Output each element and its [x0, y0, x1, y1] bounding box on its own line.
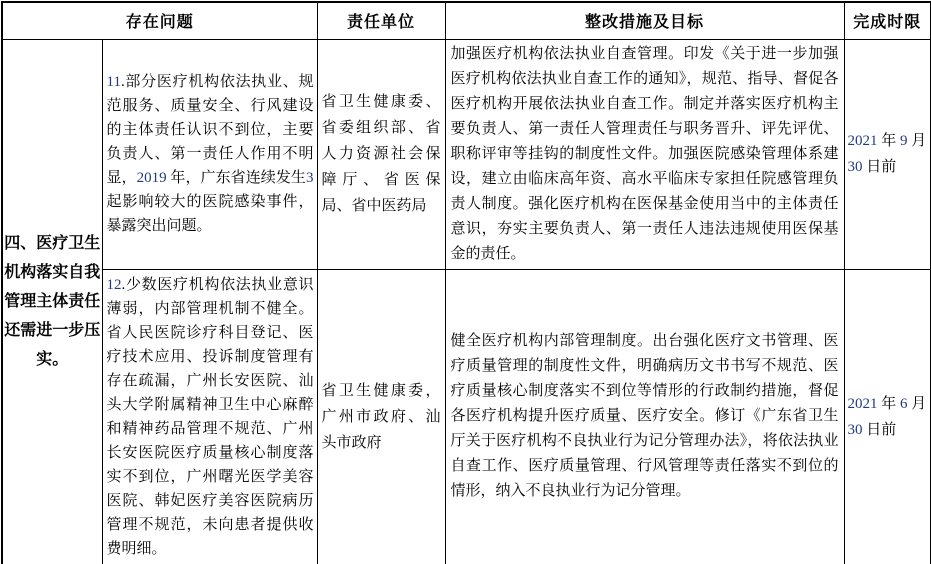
- unit-cell-row1: 省卫生健康委、省委组织部、省人力资源社会保障厅、省医保局、省中医药局: [317, 39, 445, 269]
- col-header-deadline: 完成时限: [844, 2, 931, 39]
- unit-cell-row2: 省卫生健康委，广州市政府、汕头市政府: [317, 269, 445, 564]
- col-header-unit: 责任单位: [317, 2, 445, 39]
- deadline-cell-row2: 2021 年 6 月 30 日前: [844, 269, 931, 564]
- col-header-problems: 存在问题: [2, 2, 317, 39]
- table-row: [2, 39, 931, 269]
- category-cell: 四、医疗卫生机构落实自我管理主体责任还需进一步压实。: [2, 39, 102, 564]
- header-row: [2, 2, 931, 39]
- rectification-table: [1, 1, 931, 564]
- problem-cell-11: 11.部分医疗机构依法执业、规范服务、质量安全、行风建设的主体责任认识不到位，主要负责人、第一责任人作用不明显，2019 年，广东省连续发生3 起影响较大的医院感染事件，暴露突出问题。: [102, 39, 317, 269]
- table-row: [2, 269, 931, 564]
- measures-cell-row1: 加强医疗机构依法执业自查管理。印发《关于进一步加强医疗机构依法执业自查工作的通知》，规范、指导、督促各医疗机构开展依法执业自查工作。制定并落实医疗机构主要负责人、第一责任人管理责任与职务晋升、评先评优、职称评审等挂钩的制度性文件。加强医院感染管理体系建设，建立由临床高年资、高水平临床专家担任院感管理负责人制度。强化医疗机构在医保基金使用当中的主体责任意识，夯实主要负责人、第一责任人违法违规使用医保基金的责任。: [445, 39, 844, 269]
- deadline-cell-row1: 2021 年 9 月 30 日前: [844, 39, 931, 269]
- measures-cell-row2: 健全医疗机构内部管理制度。出台强化医疗文书管理、医疗质量管理的制度性文件，明确病历文书书写不规范、医疗质量核心制度落实不到位等情形的行政制约措施，督促各医疗机构提升医疗质量、医疗安全。修订《广东省卫生厅关于医疗机构不良执业行为记分管理办法》，将依法执业自查工作、医疗质量管理、行风管理等责任落实不到位的情形，纳入不良执业行为记分管理。: [445, 269, 844, 564]
- problem-cell-12: 12.少数医疗机构依法执业意识薄弱，内部管理机制不健全。省人民医院诊疗科目登记、医疗技术应用、投诉制度管理有存在疏漏，广州长安医院、汕头大学附属精神卫生中心麻醉和精神药品管理不规范、广州长安医院医疗质量核心制度落实不到位，广州曙光医学美容医院、韩妃医疗美容医院病历管理不规范，未向患者提供收费明细。: [102, 269, 317, 564]
- col-header-measures: 整改措施及目标: [445, 2, 844, 39]
